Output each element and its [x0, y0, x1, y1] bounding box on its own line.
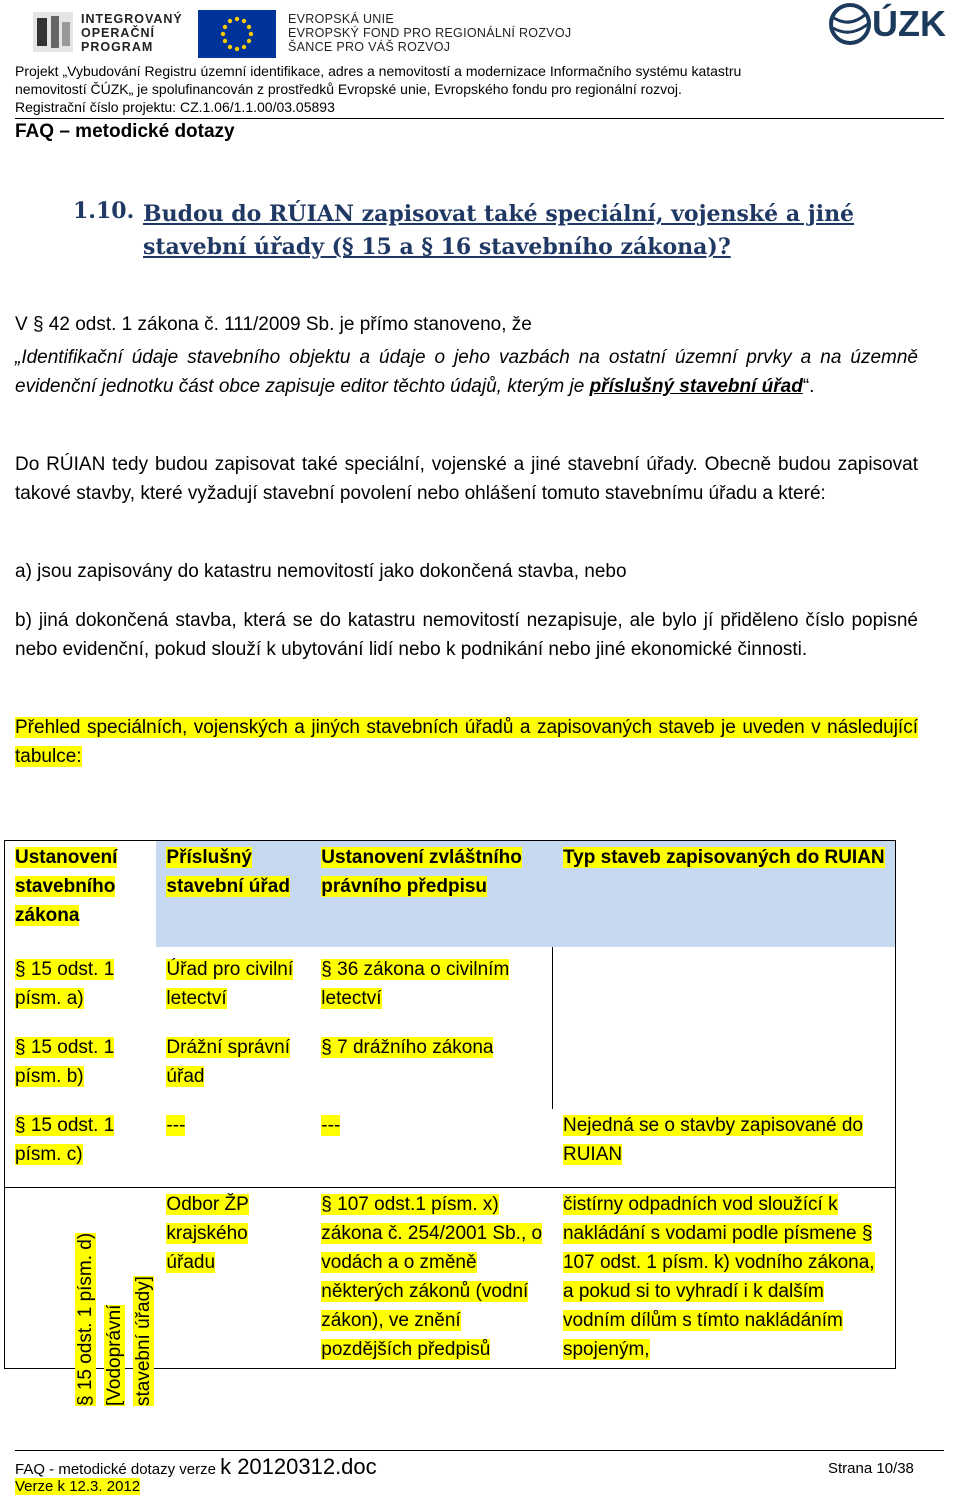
vertical-label: § 15 odst. 1 písm. d) [Vodoprávní stavební úřady] [75, 1232, 154, 1406]
question-title: Budou do RÚIAN zapisovat také speciální, vojenské a jiné stavební úřady (§ 15 a § 16 stavebního zákona)? [143, 201, 855, 260]
table-cell: § 15 odst. 1 písm. a) [15, 959, 115, 1009]
paragraph-5: b) jiná dokončená stavba, která se do katastru nemovitostí nezapisuje, ale bylo jí přiděleno číslo popisné nebo evidenční, pokud slouží k ubytování lidí nebo k podnikání nebo jiné ekonomické činnosti. [15, 610, 918, 660]
table-row [5, 1109, 896, 1188]
quote-text: „Identifikační údaje stavebního objektu a údaje o jeho vazbách na ostatní územní prvky a na územně evidenční jednotku část obce zapisuje editor těchto údajů, kterým je [15, 347, 918, 397]
quote-emphasis: příslušný stavební úřad [589, 376, 803, 397]
iop-logo [33, 8, 183, 58]
paragraph-2 [15, 343, 918, 401]
footer-version: Verze k 12.3. 2012 [15, 1478, 141, 1495]
eu-logo-text: EVROPSKÁ UNIE EVROPSKÝ FOND PRO REGIONÁLNÍ ROZVOJ ŠANCE PRO VÁŠ ROZVOJ [288, 12, 572, 54]
table-cell: Nejedná se o stavby zapisované do RUIAN [562, 1115, 863, 1165]
table-cell: --- [321, 1115, 341, 1136]
table-cell [553, 1031, 896, 1109]
question-number: 1.10. [73, 198, 135, 224]
footer-filename: FAQ - metodické dotazy verze k 20120312.doc [15, 1454, 377, 1479]
header-divider [15, 118, 944, 119]
table-cell: Drážní správní úřad [166, 1037, 290, 1087]
paragraph-3: Do RÚIAN tedy budou zapisovat také speciální, vojenské a jiné stavební úřady. Obecně budou zapisovat takové stavby, které vyžadují stavební povolení nebo ohlášení tomuto stavebnímu úřadu a které: [15, 454, 918, 504]
table-cell: Odbor ŽP krajského úřadu [156, 1188, 311, 1369]
iop-emblem-icon [33, 12, 73, 52]
cuzk-globe-icon [828, 2, 872, 46]
paragraph-1: V § 42 odst. 1 zákona č. 111/2009 Sb. je přímo stanoveno, že [15, 314, 532, 335]
table-cell [553, 947, 896, 1031]
table-header-row [5, 841, 896, 948]
iop-logo-text: INTEGROVANÝ OPERAČNÍ PROGRAM [81, 12, 183, 54]
table-cell: čistírny odpadních vod sloužící k nakládání s vodami podle písmene § 107 odst. 1 písm. k) vodního zákona, a pokud si to vyhradí i k dalším vodním dílům s tímto nakládáním spojeným, [553, 1188, 896, 1369]
table-header-cell: Ustanovení stavebního zákona [5, 841, 157, 948]
page-number: Strana 10/38 [828, 1460, 914, 1477]
table-cell: § 107 odst.1 písm. x) zákona č. 254/2001 Sb., o vodách a o změně některých zákonů (vodní zákon), ve znění pozdějších předpisů [311, 1188, 553, 1369]
project-info: Projekt „Vybudování Registru územní identifikace, adres a nemovitostí a modernizace Informačního systému katastru nemovitostí ČÚZK„ je spolufinancován z prostředků Evropské unie, Evropského fondu pro regionální rozvoj. Registrační číslo projektu: CZ.1.06/1.1.00/03.05893 [15, 63, 742, 115]
table-cell: § 15 odst. 1 písm. c) [15, 1115, 115, 1165]
section-title: FAQ – metodické dotazy [15, 121, 235, 142]
table-cell: § 7 drážního zákona [321, 1037, 494, 1058]
cuzk-logo: ÚZK [828, 2, 956, 46]
table-row [5, 947, 896, 1031]
table-cell: Úřad pro civilní letectví [166, 959, 294, 1009]
table-cell: --- [166, 1115, 186, 1136]
highlighted-text: Přehled speciálních, vojenských a jiných stavebních úřadů a zapisovaných staveb je uveden v následující tabulce: [15, 717, 918, 767]
table-row [5, 1031, 896, 1109]
quote-end: “. [802, 376, 815, 397]
eu-flag-icon [198, 10, 276, 58]
table-header-cell: Ustanovení zvláštního právního předpisu [311, 841, 553, 948]
authorities-table [4, 840, 896, 1406]
table-cell: § 15 odst. 1 písm. b) [15, 1037, 115, 1087]
paragraph-4: a) jsou zapisovány do katastru nemovitostí jako dokončená stavba, nebo [15, 561, 627, 582]
table-cell-vertical [5, 1188, 157, 1406]
paragraph-6 [15, 713, 918, 771]
footer-divider [15, 1450, 944, 1451]
table-header-cell: Příslušný stavební úřad [156, 841, 311, 948]
table-cell: § 36 zákona o civilním letectví [321, 959, 510, 1009]
table-row [5, 1188, 896, 1369]
table-header-cell: Typ staveb zapisovaných do RUIAN [553, 841, 896, 948]
